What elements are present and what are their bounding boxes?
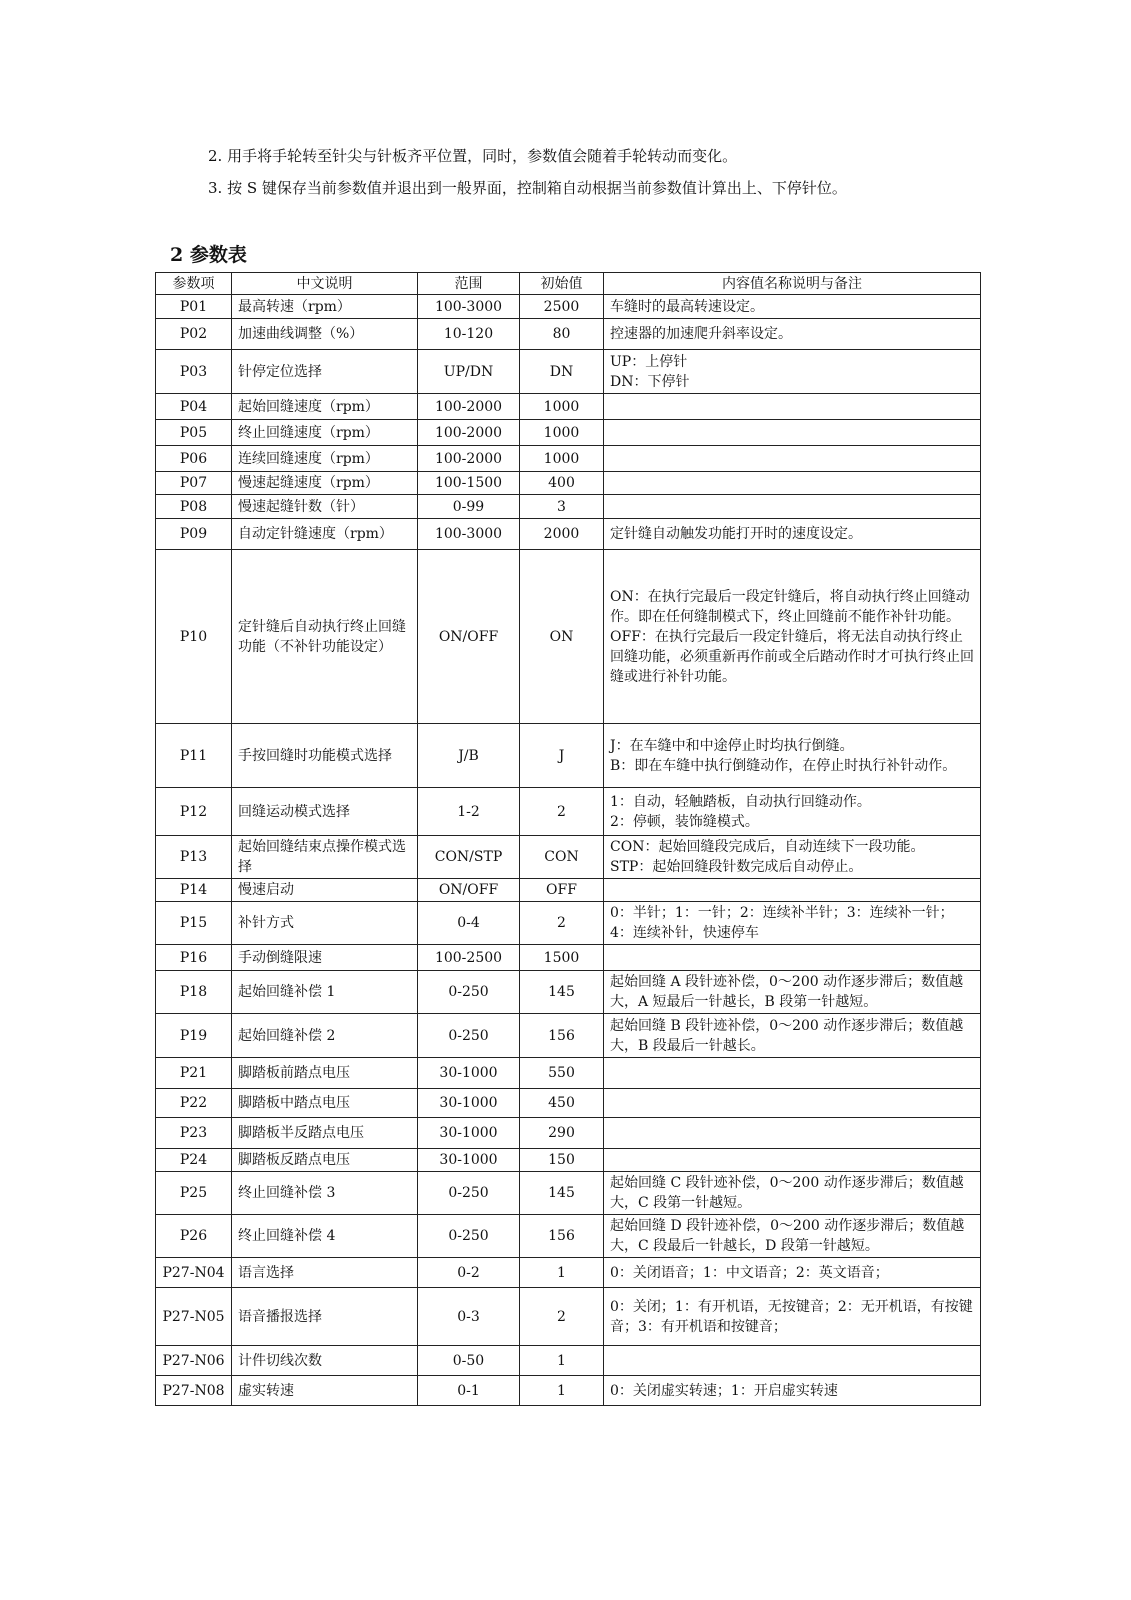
param-note [604, 1346, 981, 1376]
table-row [156, 1118, 981, 1149]
param-code: P27-N08 [156, 1376, 232, 1406]
param-init: 2500 [520, 295, 604, 319]
param-range: 10-120 [418, 319, 520, 350]
param-code: P12 [156, 788, 232, 836]
param-desc: 最高转速（rpm） [232, 295, 418, 319]
param-desc: 终止回缝补偿 4 [232, 1215, 418, 1258]
param-range: 30-1000 [418, 1118, 520, 1149]
param-init: CON [520, 836, 604, 879]
param-code: P24 [156, 1149, 232, 1172]
table-row [156, 519, 981, 550]
param-init: 150 [520, 1149, 604, 1172]
param-desc: 手按回缝时功能模式选择 [232, 724, 418, 788]
instruction-steps [208, 140, 847, 204]
table-row [156, 788, 981, 836]
param-note: 定针缝自动触发功能打开时的速度设定。 [604, 519, 981, 550]
param-code: P01 [156, 295, 232, 319]
param-note: 控速器的加速爬升斜率设定。 [604, 319, 981, 350]
param-range: 0-250 [418, 1172, 520, 1215]
param-range: 0-2 [418, 1258, 520, 1288]
param-init: 1000 [520, 420, 604, 446]
param-code: P11 [156, 724, 232, 788]
param-init: DN [520, 350, 604, 394]
param-desc: 慢速起缝针数（针） [232, 495, 418, 519]
param-desc: 脚踏板中踏点电压 [232, 1089, 418, 1118]
table-row [156, 446, 981, 472]
param-range: UP/DN [418, 350, 520, 394]
param-range: 100-3000 [418, 519, 520, 550]
table-row [156, 1288, 981, 1346]
param-init: 2 [520, 902, 604, 945]
param-note [604, 1058, 981, 1089]
param-range: 100-3000 [418, 295, 520, 319]
param-code: P22 [156, 1089, 232, 1118]
param-range: 0-4 [418, 902, 520, 945]
param-code: P10 [156, 550, 232, 724]
param-init: 450 [520, 1089, 604, 1118]
param-init: 2000 [520, 519, 604, 550]
header-range: 范围 [418, 273, 520, 295]
param-desc: 脚踏板半反踏点电压 [232, 1118, 418, 1149]
param-note: 0：半针；1：一针；2：连续补半针；3：连续补一针；4：连续补针，快速停车 [604, 902, 981, 945]
param-desc: 补针方式 [232, 902, 418, 945]
param-init: 1 [520, 1376, 604, 1406]
param-code: P19 [156, 1014, 232, 1058]
param-note: 0：关闭；1：有开机语，无按键音；2：无开机语，有按键音；3：有开机语和按键音； [604, 1288, 981, 1346]
header-init: 初始值 [520, 273, 604, 295]
param-note [604, 945, 981, 971]
param-desc: 起始回缝速度（rpm） [232, 394, 418, 420]
param-range: J/B [418, 724, 520, 788]
header-note: 内容值名称说明与备注 [604, 273, 981, 295]
param-init: 1000 [520, 446, 604, 472]
param-desc: 自动定针缝速度（rpm） [232, 519, 418, 550]
param-init: 3 [520, 495, 604, 519]
param-init: 156 [520, 1215, 604, 1258]
table-row [156, 1172, 981, 1215]
param-range: 100-2500 [418, 945, 520, 971]
param-note: J：在车缝中和中途停止时均执行倒缝。 B：即在车缝中执行倒缝动作，在停止时执行补针动作。 [604, 724, 981, 788]
param-note: UP：上停针 DN：下停针 [604, 350, 981, 394]
table-row [156, 495, 981, 519]
header-code: 参数项 [156, 273, 232, 295]
parameter-rows [156, 295, 981, 1406]
param-range: 100-2000 [418, 446, 520, 472]
param-code: P04 [156, 394, 232, 420]
param-desc: 慢速起缝速度（rpm） [232, 472, 418, 495]
param-init: 1500 [520, 945, 604, 971]
param-desc: 终止回缝速度（rpm） [232, 420, 418, 446]
param-range: 0-250 [418, 971, 520, 1014]
param-note: 0：关闭虚实转速；1：开启虚实转速 [604, 1376, 981, 1406]
param-range: 0-3 [418, 1288, 520, 1346]
param-code: P26 [156, 1215, 232, 1258]
param-desc: 起始回缝补偿 2 [232, 1014, 418, 1058]
param-init: OFF [520, 879, 604, 902]
param-range: ON/OFF [418, 550, 520, 724]
param-note [604, 495, 981, 519]
param-note: CON：起始回缝段完成后，自动连续下一段功能。 STP：起始回缝段针数完成后自动停止。 [604, 836, 981, 879]
param-init: 1 [520, 1346, 604, 1376]
param-note: 起始回缝 B 段针迹补偿，0～200 动作逐步滞后；数值越大，B 段最后一针越长。 [604, 1014, 981, 1058]
param-desc: 连续回缝速度（rpm） [232, 446, 418, 472]
table-row [156, 1014, 981, 1058]
param-code: P18 [156, 971, 232, 1014]
param-range: 30-1000 [418, 1149, 520, 1172]
param-desc: 针停定位选择 [232, 350, 418, 394]
param-init: 156 [520, 1014, 604, 1058]
param-desc: 语言选择 [232, 1258, 418, 1288]
param-range: 100-1500 [418, 472, 520, 495]
table-row [156, 1058, 981, 1089]
param-init: 550 [520, 1058, 604, 1089]
param-code: P25 [156, 1172, 232, 1215]
param-range: 1-2 [418, 788, 520, 836]
param-init: 1000 [520, 394, 604, 420]
table-row [156, 319, 981, 350]
param-code: P06 [156, 446, 232, 472]
table-row [156, 1149, 981, 1172]
param-init: 145 [520, 1172, 604, 1215]
param-range: ON/OFF [418, 879, 520, 902]
param-code: P16 [156, 945, 232, 971]
table-row [156, 971, 981, 1014]
step-3: 3. 按 S 键保存当前参数值并退出到一般界面，控制箱自动根据当前参数值计算出上、下停针位。 [208, 179, 847, 197]
param-note: 起始回缝 A 段针迹补偿，0～200 动作逐步滞后；数值越大，A 短最后一针越长，B 段第一针越短。 [604, 971, 981, 1014]
param-code: P21 [156, 1058, 232, 1089]
param-desc: 回缝运动模式选择 [232, 788, 418, 836]
param-note [604, 1089, 981, 1118]
param-init: 290 [520, 1118, 604, 1149]
param-range: 30-1000 [418, 1058, 520, 1089]
param-code: P27-N06 [156, 1346, 232, 1376]
param-range: CON/STP [418, 836, 520, 879]
param-init: ON [520, 550, 604, 724]
param-desc: 终止回缝补偿 3 [232, 1172, 418, 1215]
param-init: 1 [520, 1258, 604, 1288]
table-row [156, 836, 981, 879]
param-code: P03 [156, 350, 232, 394]
param-init: 2 [520, 1288, 604, 1346]
table-row [156, 472, 981, 495]
param-desc: 定针缝后自动执行终止回缝功能（不补针功能设定） [232, 550, 418, 724]
table-row [156, 394, 981, 420]
table-row [156, 902, 981, 945]
param-code: P07 [156, 472, 232, 495]
header-desc: 中文说明 [232, 273, 418, 295]
param-desc: 语音播报选择 [232, 1288, 418, 1346]
parameter-table [155, 272, 981, 1406]
param-range: 30-1000 [418, 1089, 520, 1118]
param-code: P09 [156, 519, 232, 550]
param-init: 80 [520, 319, 604, 350]
param-range: 100-2000 [418, 420, 520, 446]
table-row [156, 1215, 981, 1258]
table-row [156, 550, 981, 724]
param-range: 0-250 [418, 1014, 520, 1058]
param-code: P15 [156, 902, 232, 945]
table-row [156, 1258, 981, 1288]
param-desc: 加速曲线调整（%） [232, 319, 418, 350]
table-row [156, 1089, 981, 1118]
param-note: 1：自动，轻触踏板，自动执行回缝动作。 2：停顿，装饰缝模式。 [604, 788, 981, 836]
table-row [156, 350, 981, 394]
param-note: 0：关闭语音；1：中文语音；2：英文语音； [604, 1258, 981, 1288]
param-note: 车缝时的最高转速设定。 [604, 295, 981, 319]
param-init: 400 [520, 472, 604, 495]
param-code: P05 [156, 420, 232, 446]
param-code: P02 [156, 319, 232, 350]
param-code: P08 [156, 495, 232, 519]
param-code: P13 [156, 836, 232, 879]
param-desc: 手动倒缝限速 [232, 945, 418, 971]
param-note [604, 1118, 981, 1149]
param-note [604, 472, 981, 495]
param-range: 0-99 [418, 495, 520, 519]
param-desc: 脚踏板前踏点电压 [232, 1058, 418, 1089]
param-note: ON：在执行完最后一段定针缝后，将自动执行终止回缝动作。即在任何缝制模式下，终止回缝前不能作补针功能。 OFF：在执行完最后一段定针缝后，将无法自动执行终止回缝功能，必须重新再作前或全后踏动作时才可执行终止回缝或进行补针功能。 [604, 550, 981, 724]
param-init: 2 [520, 788, 604, 836]
table-row [156, 1376, 981, 1406]
table-row [156, 945, 981, 971]
table-row [156, 724, 981, 788]
param-init: J [520, 724, 604, 788]
step-2: 2. 用手将手轮转至针尖与针板齐平位置，同时，参数值会随着手轮转动而变化。 [208, 147, 738, 165]
section-title: 2 参数表 [170, 244, 247, 266]
param-range: 0-250 [418, 1215, 520, 1258]
param-note: 起始回缝 D 段针迹补偿，0～200 动作逐步滞后；数值越大，C 段最后一针越长，D 段第一针越短。 [604, 1215, 981, 1258]
param-code: P27-N04 [156, 1258, 232, 1288]
param-note [604, 446, 981, 472]
param-range: 0-50 [418, 1346, 520, 1376]
param-note [604, 879, 981, 902]
param-desc: 起始回缝结束点操作模式选择 [232, 836, 418, 879]
table-row [156, 879, 981, 902]
param-desc: 起始回缝补偿 1 [232, 971, 418, 1014]
param-init: 145 [520, 971, 604, 1014]
param-note: 起始回缝 C 段针迹补偿，0～200 动作逐步滞后；数值越大，C 段第一针越短。 [604, 1172, 981, 1215]
param-range: 0-1 [418, 1376, 520, 1406]
param-code: P27-N05 [156, 1288, 232, 1346]
param-desc: 慢速启动 [232, 879, 418, 902]
param-desc: 计件切线次数 [232, 1346, 418, 1376]
table-row [156, 420, 981, 446]
param-desc: 虚实转速 [232, 1376, 418, 1406]
table-header-row [156, 273, 981, 295]
param-note [604, 420, 981, 446]
param-note [604, 394, 981, 420]
param-code: P23 [156, 1118, 232, 1149]
param-code: P14 [156, 879, 232, 902]
param-note [604, 1149, 981, 1172]
param-desc: 脚踏板反踏点电压 [232, 1149, 418, 1172]
table-row [156, 295, 981, 319]
table-row [156, 1346, 981, 1376]
param-range: 100-2000 [418, 394, 520, 420]
